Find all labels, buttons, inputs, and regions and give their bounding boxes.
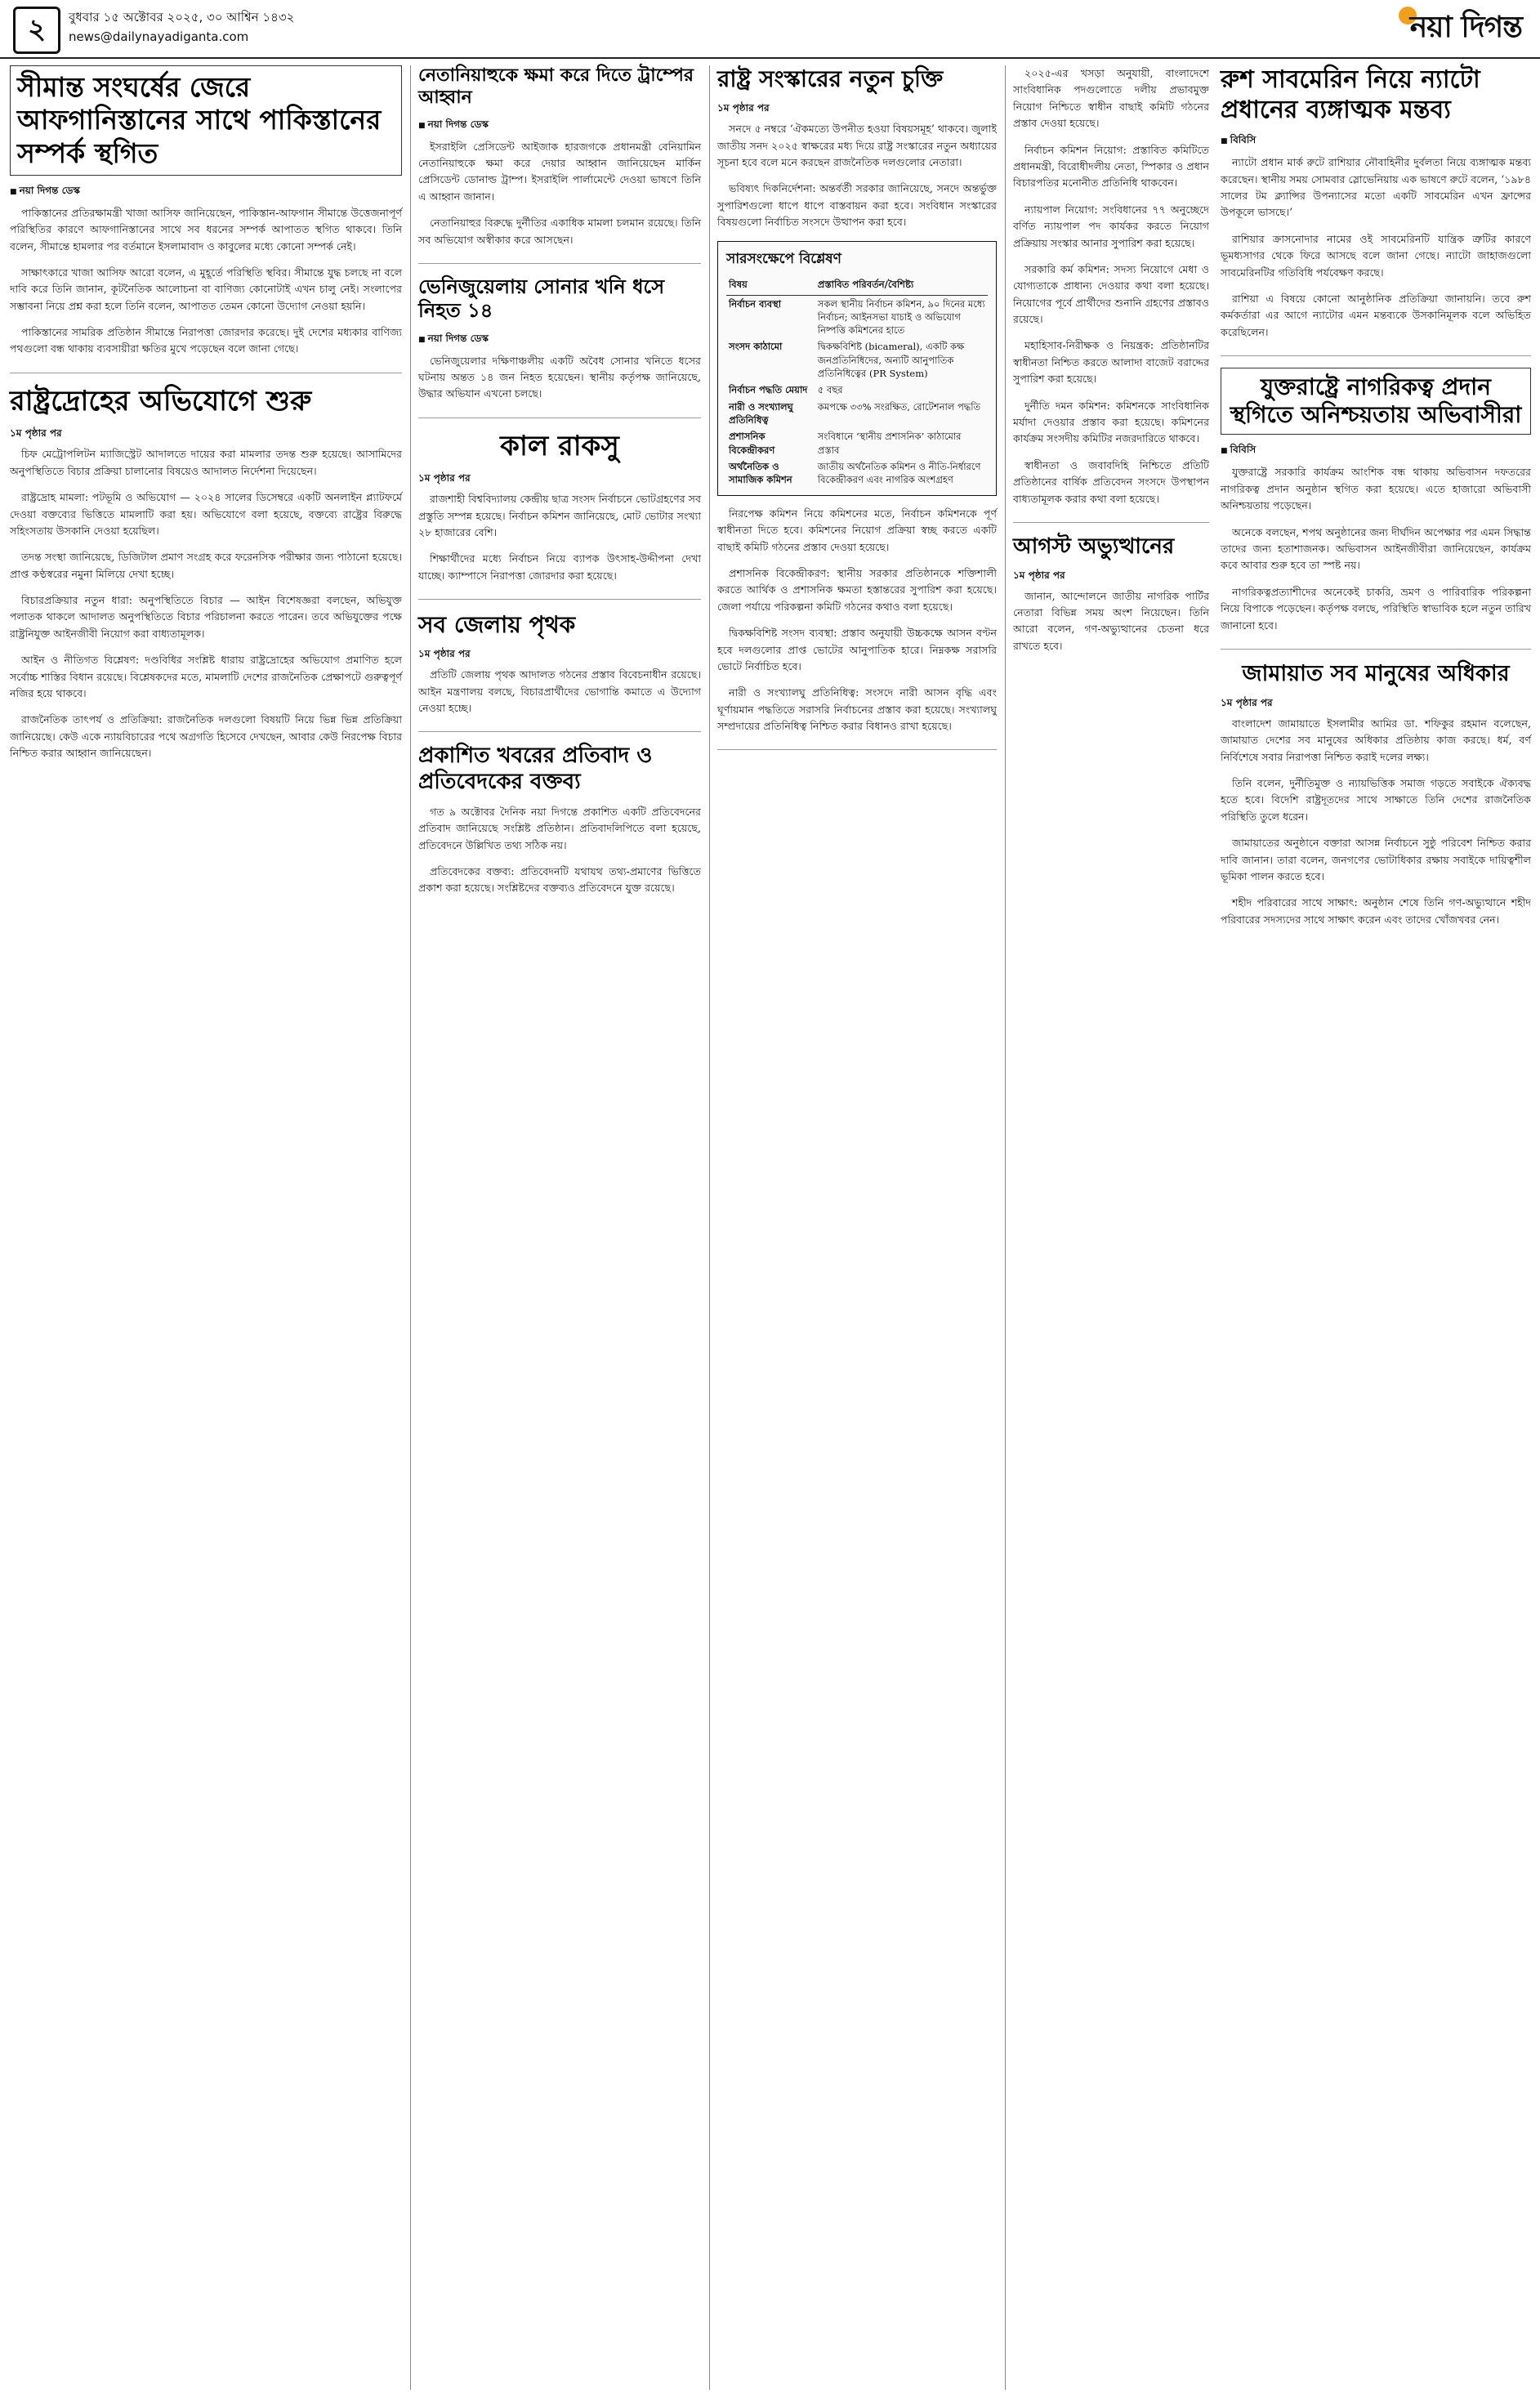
headline[interactable]: সব জেলায় পৃথক xyxy=(418,611,576,639)
paragraph: বাংলাদেশ জামায়াতে ইসলামীর আমির ডা. শফিকুর রহমান বলেছেন, জামায়াত দেশের সব মানুষের অধিকার প্রতিষ্ঠায় কাজ করছে। ধর্ম, বর্ণ নির্বিশেষে সবার নিরাপত্তা নিশ্চিত করাই দলের লক্ষ্য। xyxy=(1221,717,1531,763)
column-header: প্রস্তাবিত পরিবর্তন/বৈশিষ্ট্য xyxy=(815,276,988,296)
paragraph: নাগরিকত্বপ্রত্যাশীদের অনেকেই চাকরি, ভ্রমণ ও পারিবারিক পরিকল্পনা নিয়ে বিপাকে পড়েছেন। কর্তৃপক্ষ বলছে, পরিস্থিতি স্বাভাবিক হলে নতুন তারিখ জানানো হবে। xyxy=(1221,585,1531,632)
paragraph: সরকারি কর্ম কমিশন: সদস্য নিয়োগে মেধা ও যোগ্যতাকে প্রাধান্য দেওয়ার কথা বলা হয়েছে। নিয়োগের পূর্বে প্রার্থীদের শুনানি গ্রহণের প্রস্তাবও রয়েছে। xyxy=(1013,262,1209,326)
summary-box xyxy=(717,241,997,496)
paragraph: ২০২৫-এর খসড়া অনুযায়ী, বাংলাদেশে সাংবিধানিক পদগুলোতে দলীয় প্রভাবমুক্ত নিয়োগ নিশ্চিতে স্বাধীন বাছাই কমিটি গঠনের প্রস্তাব দেওয়া হয়েছে। xyxy=(1013,67,1209,130)
byline: ■ নয়া দিগন্ত ডেস্ক xyxy=(418,118,701,134)
paragraph: অনেকে বলছেন, শপথ অনুষ্ঠানের জন্য দীর্ঘদিন অপেক্ষার পর এমন সিদ্ধান্ত তাদের জন্য হতাশাজনক। অভিবাসন আইনজীবীরা জানিয়েছেন, কার্যক্রম কবে আবার শুরু হবে তা স্পষ্ট নয়। xyxy=(1221,525,1531,572)
table-row xyxy=(726,382,988,398)
table-cell: অর্থনৈতিক ও সামাজিক কমিশন xyxy=(729,461,792,486)
netanyahu-story xyxy=(418,65,701,264)
paragraph: প্রশাসনিক বিকেন্দ্রীকরণ: স্থানীয় সরকার প্রতিষ্ঠানকে শক্তিশালী করতে আর্থিক ও প্রশাসনিক ক্ষমতা হস্তান্তরের সুপারিশ করা হয়েছে। জেলা পর্যায়ে পরিকল্পনা কমিটি গঠনের কথাও বলা হয়েছে। xyxy=(717,566,997,613)
paragraph: প্রতিটি জেলায় পৃথক আদালত গঠনের প্রস্তাব বিবেচনাধীন রয়েছে। আইন মন্ত্রণালয় বলছে, বিচারপ্রার্থীদের ভোগান্তি কমাতে এ উদ্যোগ নেওয়া হচ্ছে। xyxy=(418,668,701,715)
paragraph: যুক্তরাষ্ট্রে সরকারি কার্যক্রম আংশিক বন্ধ থাকায় অভিবাসন দফতরের নাগরিকত্ব প্রদান অনুষ্ঠান স্থগিত করা হয়েছে। এতে হাজারো অভিবাসী অনিশ্চয়তায় পড়েছেন। xyxy=(1221,466,1531,512)
table-cell: প্রশাসনিক বিকেন্দ্রীকরণ xyxy=(729,431,775,456)
headline[interactable]: প্রকাশিত খবরের প্রতিবাদ ও প্রতিবেদকের বক্তব্য xyxy=(418,744,653,795)
reform-continuation xyxy=(1013,65,1209,523)
district-court-story xyxy=(418,611,701,732)
headline[interactable]: রাষ্ট্র সংস্কারের নতুন চুক্তি xyxy=(717,65,944,92)
headline[interactable]: রাষ্ট্রদ্রোহের অভিযোগে শুরু xyxy=(10,384,312,418)
paragraph: বিচারপ্রক্রিয়ার নতুন ধারা: অনুপস্থিতিতে বিচার — আইন বিশেষজ্ঞরা বলছেন, অভিযুক্ত পলাতক থাকলে আদালত অনুপস্থিতিতে বিচার পরিচালনা করতে পারেন। তবে অভিযুক্তের পক্ষে রাষ্ট্রনিযুক্ত আইনজীবী নিয়োগ করা বাধ্যতামূলক। xyxy=(10,594,402,640)
paragraph: গত ৯ অক্টোবর দৈনিক নয়া দিগন্তে প্রকাশিত একটি প্রতিবেদনের প্রতিবাদ জানিয়েছে সংশ্লিষ্ট প্রতিষ্ঠান। প্রতিবাদলিপিতে বলা হয়েছে, প্রতিবেদনে উল্লিখিত তথ্য সঠিক নয়। xyxy=(418,805,701,851)
table-cell: ৫ বছর xyxy=(817,384,843,396)
paragraph: তিনি বলেন, দুর্নীতিমুক্ত ও ন্যায়ভিত্তিক সমাজ গড়তে সবাইকে ঐক্যবদ্ধ হতে হবে। বিদেশি রাষ্ট্রদূতদের সাথে সাক্ষাতে তিনি দেশের রাজনৈতিক পরিস্থিতি তুলে ধরেন। xyxy=(1221,777,1531,823)
paragraph: রাষ্ট্রদ্রোহ মামলা: পটভূমি ও অভিযোগ — ২০২৪ সালের ডিসেম্বরে একটি অনলাইন প্ল্যাটফর্মে দেওয়া বক্তব্যের ভিত্তিতে মামলাটি করা হয়। অভিযোগে বলা হয়েছে, বক্তব্যে রাষ্ট্রের বিরুদ্ধে সহিংসতায় উসকানি দেওয়া হয়েছিল। xyxy=(10,491,402,537)
afghanistan-pakistan-story xyxy=(10,65,402,373)
table-cell: সংসদ কাঠামো xyxy=(729,341,783,353)
paragraph: শিক্ষার্থীদের মধ্যে নির্বাচন নিয়ে ব্যাপক উৎসাহ-উদ্দীপনা দেখা যাচ্ছে। ক্যাম্পাসে নিরাপত্তা জোরদার করা হয়েছে। xyxy=(418,552,701,582)
headline[interactable]: সীমান্ত সংঘর্ষের জেরে আফগানিস্তানের সাথে পাকিস্তানের সম্পর্ক স্থগিত xyxy=(10,65,402,176)
paragraph: নারী ও সংখ্যালঘু প্রতিনিধিত্ব: সংসদে নারী আসন বৃদ্ধি এবং ঘূর্ণায়মান পদ্ধতিতে সরাসরি নির্বাচনের প্রস্তাব করা হয়েছে। সংখ্যালঘু সম্প্রদায়ের প্রতিনিধিত্ব নিশ্চিত করার বিধানও রাখা হয়েছে। xyxy=(717,686,997,733)
paragraph: ন্যায়পাল নিয়োগ: সংবিধানের ৭৭ অনুচ্ছেদে বর্ণিত ন্যায়পাল পদ কার্যকর করতে নিয়োগ প্রক্রিয়ায় সংস্কার আনার সুপারিশ করা হয়েছে। xyxy=(1013,203,1209,249)
paragraph: রাশিয়ার ক্রাসনোদার নামের ওই সাবমেরিনটি যান্ত্রিক ত্রুটির কারণে ভূমধ্যসাগর থেকে ফিরে আসছে বলে জানা গেছে। ন্যাটো জাহাজগুলো সাবমেরিনটির গতিবিধি পর্যবেক্ষণ করছে। xyxy=(1221,232,1531,279)
summary-table xyxy=(726,276,988,489)
paragraph: জামায়াতের অনুষ্ঠানে বক্তারা আসন্ন নির্বাচনে সুষ্ঠু পরিবেশ নিশ্চিত করার দাবি জানান। তারা বলেন, জনগণের ভোটাধিকার রক্ষায় সবাইকে দায়িত্বশীল ভূমিকা পালন করতে হবে। xyxy=(1221,837,1531,882)
table-row xyxy=(726,338,988,382)
contact-email[interactable]: news@dailynayadiganta.com xyxy=(69,29,249,44)
paragraph: আইন ও নীতিগত বিশ্লেষণ: দণ্ডবিধির সংশ্লিষ্ট ধারায় রাষ্ট্রদ্রোহের অভিযোগ প্রমাণিত হলে সর্বোচ্চ শাস্তির বিধান রয়েছে। বিশ্লেষকদের মতে, মামলাটি দেশের রাজনৈতিক প্রেক্ষাপটে গুরুত্বপূর্ণ নজির হয়ে থাকবে। xyxy=(10,654,402,700)
us-citizenship-story xyxy=(1221,368,1531,650)
paragraph: রাজশাহী বিশ্ববিদ্যালয় কেন্দ্রীয় ছাত্র সংসদ নির্বাচনে ভোটগ্রহণের সব প্রস্তুতি সম্পন্ন হয়েছে। নির্বাচন কমিশন জানিয়েছে, মোট ভোটার সংখ্যা ২৮ হাজারের বেশি। xyxy=(418,493,701,538)
paragraph: ইসরাইলি প্রেসিডেন্ট আইজাক হারজগকে প্রধানমন্ত্রী বেনিয়ামিন নেতানিয়াহুকে ক্ষমা করে দেয়ার আহ্বান জানিয়েছেন মার্কিন প্রেসিডেন্ট ডোনাল্ড ট্রাম্প। ইসরাইলি পার্লামেন্টে দেওয়া ভাষণে তিনি এ আহ্বান জানান। xyxy=(418,140,701,203)
summary-title: সারসংক্ষেপে বিশ্লেষণ xyxy=(726,250,841,267)
paragraph: চিফ মেট্রোপলিটন ম্যাজিস্ট্রেট আদালতে দায়ের করা মামলার তদন্ত শুরু হয়েছে। আসামিদের অনুপস্থিতিতে বিচার প্রক্রিয়া চালানোর বিষয়েও আদালত নির্দেশনা দিয়েছেন। xyxy=(10,448,402,477)
column-2 xyxy=(418,65,701,912)
table-cell: নির্বাচন পদ্ধতি মেয়াদ xyxy=(729,384,808,396)
column-3 xyxy=(717,65,997,761)
paragraph: জানান, আন্দোলনে জাতীয় নাগরিক পার্টির নেতারা বিভিন্ন সময় অংশ নিয়েছেন। তিনি আরো বলেন, গণ-অভ্যুত্থানের চেতনা ধরে রাখতে হবে। xyxy=(1013,589,1209,652)
paragraph: নির্বাচন কমিশন নিয়োগ: প্রস্তাবিত কমিটিতে প্রধানমন্ত্রী, বিরোধীদলীয় নেতা, স্পিকার ও প্রধান বিচারপতির মনোনীত প্রতিনিধি থাকবেন। xyxy=(1013,143,1209,190)
table-row xyxy=(726,428,988,458)
paragraph: দুর্নীতি দমন কমিশন: কমিশনকে সাংবিধানিক মর্যাদা দেওয়ার প্রস্তাব করা হয়েছে। কমিশনের কার্যক্রম সংসদীয় কমিটির নজরদারিতে থাকবে। xyxy=(1013,399,1209,445)
paragraph: শহীদ পরিবারের সাথে সাক্ষাৎ: অনুষ্ঠান শেষে তিনি গণ-অভ্যুত্থানে শহীদ পরিবারের সদস্যদের সাথে সাক্ষাৎ করেন এবং তাদের খোঁজখবর নেন। xyxy=(1221,896,1531,926)
paragraph: ন্যাটো প্রধান মার্ক রুটে রাশিয়ার নৌবাহিনীর দুর্বলতা নিয়ে ব্যঙ্গাত্মক মন্তব্য করেছেন। স্থানীয় সময় সোমবার স্লোভেনিয়ায় এক ভাষণে রুটে বলেন, ‘১৯৮৪ সালের টম ক্ল্যান্সির উপন্যাসের মতো একটি সাবমেরিন এখন ফ্রান্সের উপকূলে ভাসছে।’ xyxy=(1221,156,1531,219)
byline: ■ বিবিসি xyxy=(1221,133,1531,150)
paragraph: পাকিস্তানের সামরিক প্রতিষ্ঠান সীমান্তে নিরাপত্তা জোরদার করেছে। দুই দেশের মধ্যকার বাণিজ্য পথগুলো বন্ধ থাকায় ব্যবসায়ীরা ক্ষতির মুখে পড়েছেন বলে জানা গেছে। xyxy=(10,326,402,355)
table-row xyxy=(726,399,988,429)
paragraph: পাকিস্তানের প্রতিরক্ষামন্ত্রী খাজা আসিফ জানিয়েছেন, পাকিস্তান-আফগান সীমান্তে উত্তেজনাপূর্ণ পরিস্থিতির কারণে আফগানিস্তানের সাথে সব ধরনের সম্পর্ক আপাতত স্থগিত থাকবে। তিনি বলেন, সীমান্তে হামলার পর বর্তমানে ইসলামাবাদ ও কাবুলের মধ্যে কোনো সম্পর্ক নেই। xyxy=(10,206,402,252)
paragraph: সনদে ৫ নম্বরে ‘ঐকমত্যে উপনীত হওয়া বিষয়সমূহ’ থাকবে। জুলাই জাতীয় সনদ ২০২৫ স্বাক্ষরের মধ্য দিয়ে রাষ্ট্র সংস্কারের নতুন অধ্যায়ের সূচনা হবে বলে মনে করছেন রাজনৈতিক দলগুলোর নেতারা। xyxy=(717,123,997,168)
column-divider xyxy=(709,65,710,2390)
continued-label: ১ম পৃষ্ঠার পর xyxy=(1221,696,1273,708)
paragraph: ভবিষ্যৎ দিকনির্দেশনা: অন্তর্বর্তী সরকার জানিয়েছে, সনদে অন্তর্ভুক্ত সুপারিশগুলো ধাপে ধাপে বাস্তবায়ন করা হবে। সংবিধান সংস্কারের বিষয়গুলো নির্বাচিত সংসদে উত্থাপন করা হবে। xyxy=(717,182,997,229)
column-1 xyxy=(10,65,402,777)
paragraph: মহাহিসাব-নিরীক্ষক ও নিয়ন্ত্রক: প্রতিষ্ঠানটির স্বাধীনতা নিশ্চিত করতে আলাদা বাজেট বরাদ্দের সুপারিশ করা হয়েছে। xyxy=(1013,339,1209,386)
paragraph: রাশিয়া এ বিষয়ে কোনো আনুষ্ঠানিক প্রতিক্রিয়া জানায়নি। তবে রুশ কর্মকর্তারা এর আগে ন্যাটোর এমন মন্তব্যকে উসকানিমূলক বলে অভিহিত করেছিলেন। xyxy=(1221,292,1531,338)
headline[interactable]: ভেনিজুয়েলায় সোনার খনি ধসে নিহত ১৪ xyxy=(418,275,665,323)
headline[interactable]: আগস্ট অভ্যুত্থানের xyxy=(1013,534,1175,559)
paragraph: প্রতিবেদকের বক্তব্য: প্রতিবেদনটি যথাযথ তথ্য-প্রমাণের ভিত্তিতে প্রকাশ করা হয়েছে। সংশ্লিষ্টদের বক্তব্যও প্রতিবেদনে যুক্ত রয়েছে। xyxy=(418,865,701,895)
paragraph: রাজনৈতিক তাৎপর্য ও প্রতিক্রিয়া: রাজনৈতিক দলগুলো বিষয়টি নিয়ে ভিন্ন ভিন্ন প্রতিক্রিয়া জানিয়েছে। কেউ একে ন্যায়বিচারের পথে অগ্রগতি হিসেবে দেখছেন, আবার কেউ নিরপেক্ষ বিচার নিশ্চিত করার আহ্বান জানিয়েছেন। xyxy=(10,713,402,760)
state-reform-story xyxy=(717,65,997,750)
headline[interactable]: যুক্তরাষ্ট্রে নাগরিকত্ব প্রদান স্থগিতে অনিশ্চয়তায় অভিবাসীরা xyxy=(1221,368,1531,435)
byline: ■ নয়া দিগন্ত ডেস্ক xyxy=(10,184,402,200)
table-cell: কমপক্ষে ৩৩% সংরক্ষিত, রোটেশনাল পদ্ধতি xyxy=(817,400,981,413)
column-5 xyxy=(1221,65,1531,943)
masthead xyxy=(0,0,1540,59)
continued-label: ১ম পৃষ্ঠার পর xyxy=(1013,569,1065,581)
logo-text: নয়া দিগন্ত xyxy=(1409,11,1522,44)
continued-label: ১ম পৃষ্ঠার পর xyxy=(418,472,471,485)
sedition-case-story xyxy=(10,385,402,777)
raksu-story xyxy=(418,430,701,600)
continued-label: ১ম পৃষ্ঠার পর xyxy=(717,102,770,114)
rejoinder-story xyxy=(418,744,701,911)
continued-label: ১ম পৃষ্ঠার পর xyxy=(418,648,471,660)
paragraph: সাক্ষাৎকারে খাজা আসিফ আরো বলেন, এ মুহূর্তে পরিস্থিতি স্থবির। সীমান্তে যুদ্ধ চলছে না বলে দাবি করে তিনি জানান, কূটনৈতিক আলোচনা বা বাণিজ্য কোনোটাই এখন চালু নেই। সংলাপের সম্ভাবনা নিয়ে প্রশ্ন করা হলে তিনি বলেন, আপাতত তেমন কোনো উদ্যোগ নেওয়া হয়নি। xyxy=(10,266,402,312)
table-cell: সংবিধানে ‘স্থানীয় প্রশাসনিক’ কাঠামোর প্রস্তাব xyxy=(817,431,962,456)
table-cell: নির্বাচন ব্যবস্থা xyxy=(729,297,782,310)
newspaper-logo xyxy=(1399,5,1522,51)
headline[interactable]: রুশ সাবমেরিন নিয়ে ন্যাটো প্রধানের ব্যঙ্গাত্মক মন্তব্য xyxy=(1221,65,1480,124)
headline[interactable]: কাল রাকসু xyxy=(500,429,619,462)
headline[interactable]: নেতানিয়াহুকে ক্ষমা করে দিতে ট্রাম্পের আহ্বান xyxy=(418,65,694,108)
byline: ■ নয়া দিগন্ত ডেস্ক xyxy=(418,332,701,348)
headline[interactable]: জামায়াত সব মানুষের অধিকার xyxy=(1242,660,1510,686)
column-divider xyxy=(1005,65,1006,2390)
publication-date: বুধবার ১৫ অক্টোবর ২০২৫, ৩০ আশ্বিন ১৪৩২ xyxy=(69,10,295,25)
table-cell: সকল স্থানীয় নির্বাচন কমিশন, ৯০ দিনের মধ্যে নির্বাচন; আইনসভা যাচাই ও অভিযোগ নিষ্পত্তি কমিশনের হাতে xyxy=(817,297,985,337)
column-header: বিষয় xyxy=(726,276,815,296)
paragraph: স্বাধীনতা ও জবাবদিহি নিশ্চিতে প্রতিটি প্রতিষ্ঠানের বার্ষিক প্রতিবেদন সংসদে উপস্থাপন বাধ্যতামূলক করার কথা বলা হয়েছে। xyxy=(1013,458,1209,505)
venezuela-story xyxy=(418,275,701,418)
jamaat-story xyxy=(1221,661,1531,943)
page-number: ২ xyxy=(13,7,60,54)
august-uprising-story xyxy=(1013,534,1209,669)
column-4 xyxy=(1013,65,1209,669)
paragraph: তদন্ত সংস্থা জানিয়েছে, ডিজিটাল প্রমাণ সংগ্রহ করে ফরেনসিক পরীক্ষার জন্য পাঠানো হয়েছে। প্রাপ্ত কণ্ঠস্বরের নমুনা মিলিয়ে দেখা হচ্ছে। xyxy=(10,551,402,580)
continued-label: ১ম পৃষ্ঠার পর xyxy=(10,427,62,440)
paragraph: নেতানিয়াহুর বিরুদ্ধে দুর্নীতির একাধিক মামলা চলমান রয়েছে। তিনি সব অভিযোগ অস্বীকার করে আসছেন। xyxy=(418,217,701,246)
nato-submarine-story xyxy=(1221,65,1531,356)
column-divider xyxy=(410,65,411,2390)
table-cell: নারী ও সংখ্যালঘু প্রতিনিধিত্ব xyxy=(729,400,793,426)
paragraph: নিরপেক্ষ কমিশন নিয়ে কমিশনের মতে, নির্বাচন কমিশনকে পূর্ণ স্বাধীনতা দিতে হবে। কমিশনের নিয়োগ প্রক্রিয়া স্বচ্ছ করতে একটি বাছাই কমিটি গঠনের প্রস্তাব দেওয়া হয়েছে। xyxy=(717,507,997,553)
paragraph: ভেনিজুয়েলার দক্ষিণাঞ্চলীয় একটি অবৈধ সোনার খনিতে ধসের ঘটনায় অন্তত ১৪ জন নিহত হয়েছেন। স্থানীয় কর্তৃপক্ষ জানিয়েছে, উদ্ধার অভিযান এখনো চলছে। xyxy=(418,354,701,400)
table-cell: জাতীয় অর্থনৈতিক কমিশন ও নীতি-নির্ধারণে বিকেন্দ্রীকরণ এবং নাগরিক অংশগ্রহণ xyxy=(817,461,981,486)
paragraph: দ্বিকক্ষবিশিষ্ট সংসদ ব্যবস্থা: প্রস্তাব অনুযায়ী উচ্চকক্ষে আসন বণ্টন হবে দলগুলোর প্রাপ্ত ভোটের আনুপাতিক হারে। নিম্নকক্ষ সরাসরি ভোটে নির্বাচিত হবে। xyxy=(717,627,997,672)
table-row xyxy=(726,295,988,338)
table-row xyxy=(726,458,988,489)
table-cell: দ্বিকক্ষবিশিষ্ট (bicameral), একটি কক্ষ জনপ্রতিনিধিদের, অন্যটি আনুপাতিক প্রতিনিধিত্বের (PR System) xyxy=(817,341,965,380)
byline: ■ বিবিসি xyxy=(1221,443,1531,459)
